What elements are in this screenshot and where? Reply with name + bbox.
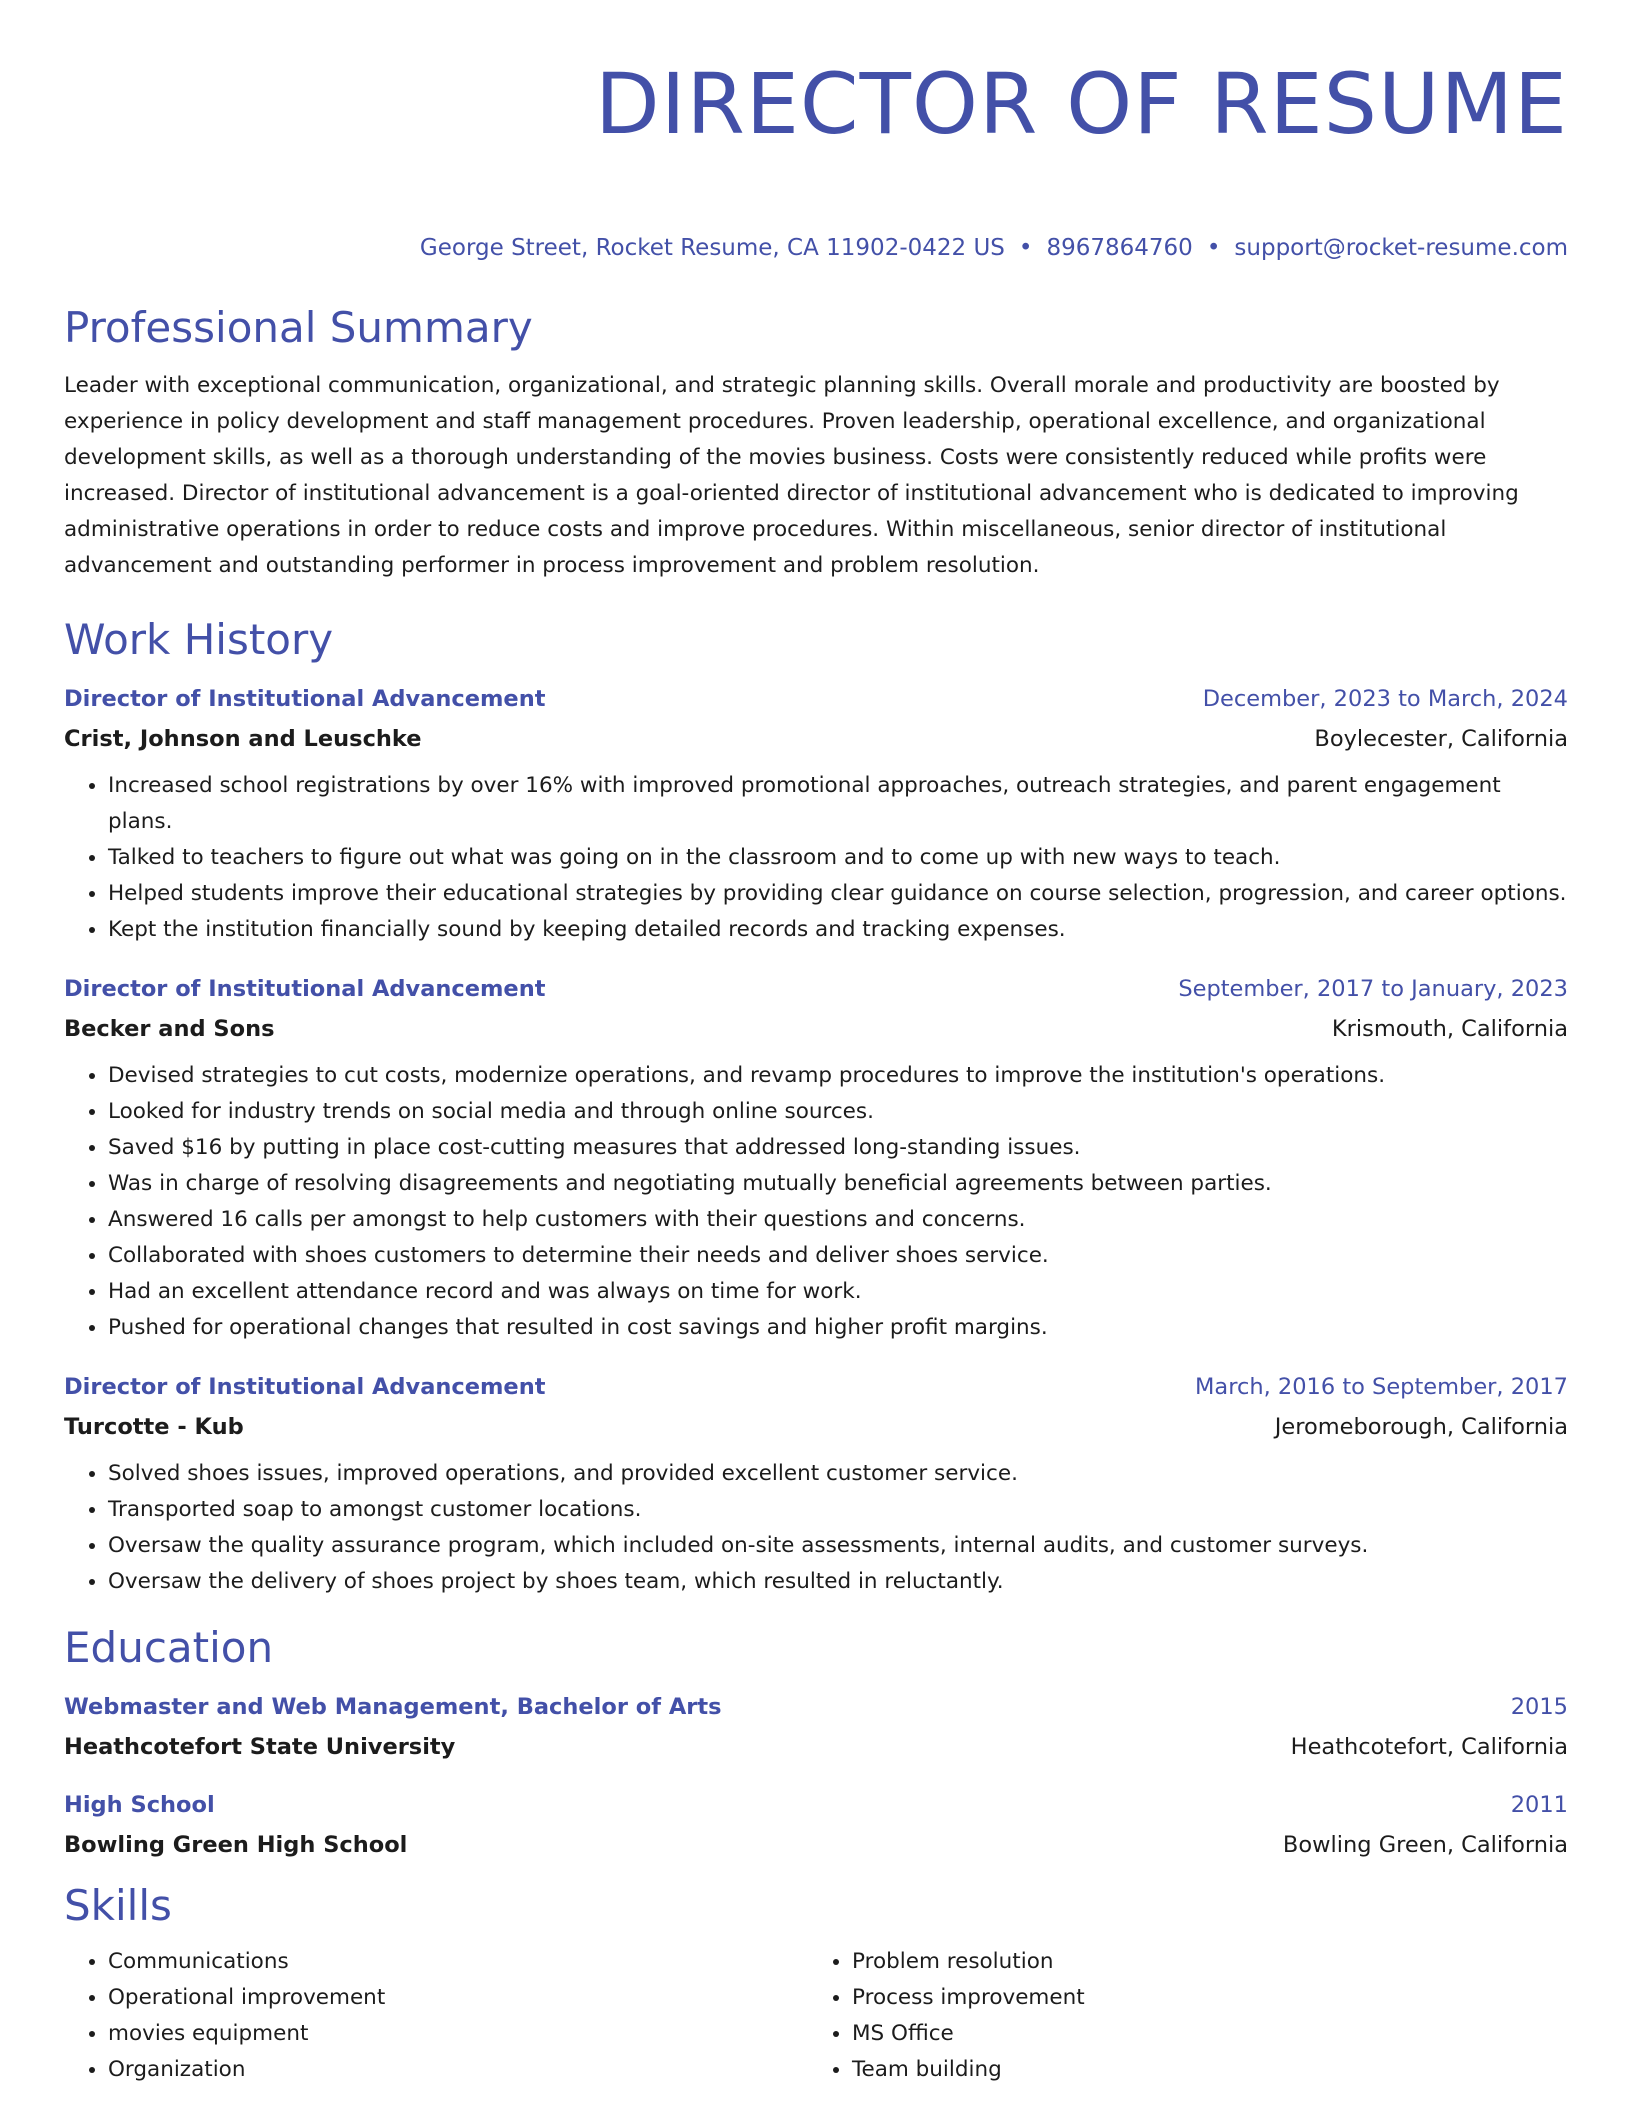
job-bullet: • Oversaw the delivery of shoes project by shoes team, which resulted in reluctantly.	[108, 1564, 1568, 1600]
skills-column-left	[64, 1944, 808, 2088]
job-entry	[64, 974, 1568, 1346]
job-bullet: • Collaborated with shoes customers to determine their needs and deliver shoes service.	[108, 1238, 1568, 1274]
education-location: Heathcotefort, California	[1290, 1734, 1568, 1760]
education-entry	[64, 1790, 1568, 1860]
summary-heading: Professional Summary	[64, 303, 533, 352]
skill-item: • MS Office	[852, 2016, 1492, 2052]
job-bullet: • Was in charge of resolving disagreements and negotiating mutually beneficial agreements between parties.	[108, 1166, 1568, 1202]
skill-item: • Process improvement	[852, 1980, 1492, 2016]
contact-phone: 8967864760	[1046, 235, 1193, 261]
skills-column-right	[808, 1944, 1492, 2088]
job-bullet: • Helped students improve their educational strategies by providing clear guidance on course selection, progression, and career options.	[108, 876, 1568, 912]
job-title: Director of Institutional Advancement	[64, 1374, 546, 1400]
job-bullet: • Solved shoes issues, improved operations, and provided excellent customer service.	[108, 1456, 1568, 1492]
education-location: Bowling Green, California	[1282, 1832, 1568, 1858]
job-bullets	[64, 768, 1568, 948]
job-dates: December, 2023 to March, 2024	[1202, 686, 1568, 712]
contact-line	[64, 232, 1568, 264]
job-title: Director of Institutional Advancement	[64, 686, 546, 712]
skill-item: • Operational improvement	[108, 1980, 808, 2016]
job-bullets	[64, 1058, 1568, 1346]
skills-list	[64, 1944, 1568, 2088]
education-entry	[64, 1692, 1568, 1762]
skill-item: • Problem resolution	[852, 1944, 1492, 1980]
job-bullet: • Talked to teachers to figure out what was going on in the classroom and to come up with new ways to teach.	[108, 840, 1568, 876]
summary-text: Leader with exceptional communication, organizational, and strategic planning skills. Overall morale and productivity are boosted by experience in policy development and staff management procedures. Proven leadership, operational excellence, and organizational development skills, as well as a thorough understanding of the movies business. Costs were consistently reduced while profits were increased. Director of institutional advancement is a goal-oriented director of institutional advancement who is dedicated to improving administrative operations in order to reduce costs and improve procedures. Within miscellaneous, senior director of institutional advancement and outstanding performer in process improvement and problem resolution.	[64, 373, 1519, 578]
skill-item: • movies equipment	[108, 2016, 808, 2052]
job-entry	[64, 684, 1568, 948]
work-history-heading: Work History	[64, 615, 334, 664]
job-bullet: • Transported soap to amongst customer locations.	[108, 1492, 1568, 1528]
skill-item: • Communications	[108, 1944, 808, 1980]
contact-separator: •	[1018, 235, 1033, 261]
skills-heading: Skills	[64, 1881, 172, 1930]
education-year: 2011	[1510, 1792, 1568, 1818]
job-company: Crist, Johnson and Leuschke	[64, 726, 422, 752]
job-bullet: • Devised strategies to cut costs, modernize operations, and revamp procedures to improve the institution's operations.	[108, 1058, 1568, 1094]
job-bullet: • Answered 16 calls per amongst to help customers with their questions and concerns.	[108, 1202, 1568, 1238]
job-bullets	[64, 1456, 1568, 1600]
job-company: Becker and Sons	[64, 1016, 275, 1042]
contact-address: George Street, Rocket Resume, CA 11902-0422 US	[419, 235, 1005, 261]
job-location: Boylecester, California	[1314, 726, 1568, 752]
job-dates: September, 2017 to January, 2023	[1178, 976, 1568, 1002]
skill-item: • Team building	[852, 2052, 1492, 2088]
job-dates: March, 2016 to September, 2017	[1195, 1374, 1568, 1400]
education-year: 2015	[1510, 1694, 1568, 1720]
job-bullet: • Looked for industry trends on social media and through online sources.	[108, 1094, 1568, 1130]
job-bullet: • Oversaw the quality assurance program, which included on-site assessments, internal audits, and customer surveys.	[108, 1528, 1568, 1564]
job-bullet: • Saved $16 by putting in place cost-cutting measures that addressed long-standing issues.	[108, 1130, 1568, 1166]
job-bullet: • Increased school registrations by over 16% with improved promotional approaches, outreach strategies, and parent engagement plans.	[108, 768, 1568, 840]
education-degree: Webmaster and Web Management, Bachelor of Arts	[64, 1694, 722, 1720]
job-location: Jeromeborough, California	[1274, 1414, 1568, 1440]
resume-name: DIRECTOR OF RESUME	[595, 55, 1568, 153]
education-heading: Education	[64, 1623, 274, 1672]
job-location: Krismouth, California	[1331, 1016, 1568, 1042]
job-title: Director of Institutional Advancement	[64, 976, 546, 1002]
contact-separator: •	[1206, 235, 1221, 261]
contact-email: support@rocket-resume.com	[1234, 235, 1568, 261]
education-school: Bowling Green High School	[64, 1832, 408, 1858]
education-school: Heathcotefort State University	[64, 1734, 456, 1760]
education-degree: High School	[64, 1792, 215, 1818]
job-bullet: • Kept the institution financially sound by keeping detailed records and tracking expenses.	[108, 912, 1568, 948]
job-bullet: • Pushed for operational changes that resulted in cost savings and higher profit margins.	[108, 1310, 1568, 1346]
job-entry	[64, 1372, 1568, 1600]
job-bullet: • Had an excellent attendance record and was always on time for work.	[108, 1274, 1568, 1310]
skill-item: • Organization	[108, 2052, 808, 2088]
job-company: Turcotte - Kub	[64, 1414, 244, 1440]
